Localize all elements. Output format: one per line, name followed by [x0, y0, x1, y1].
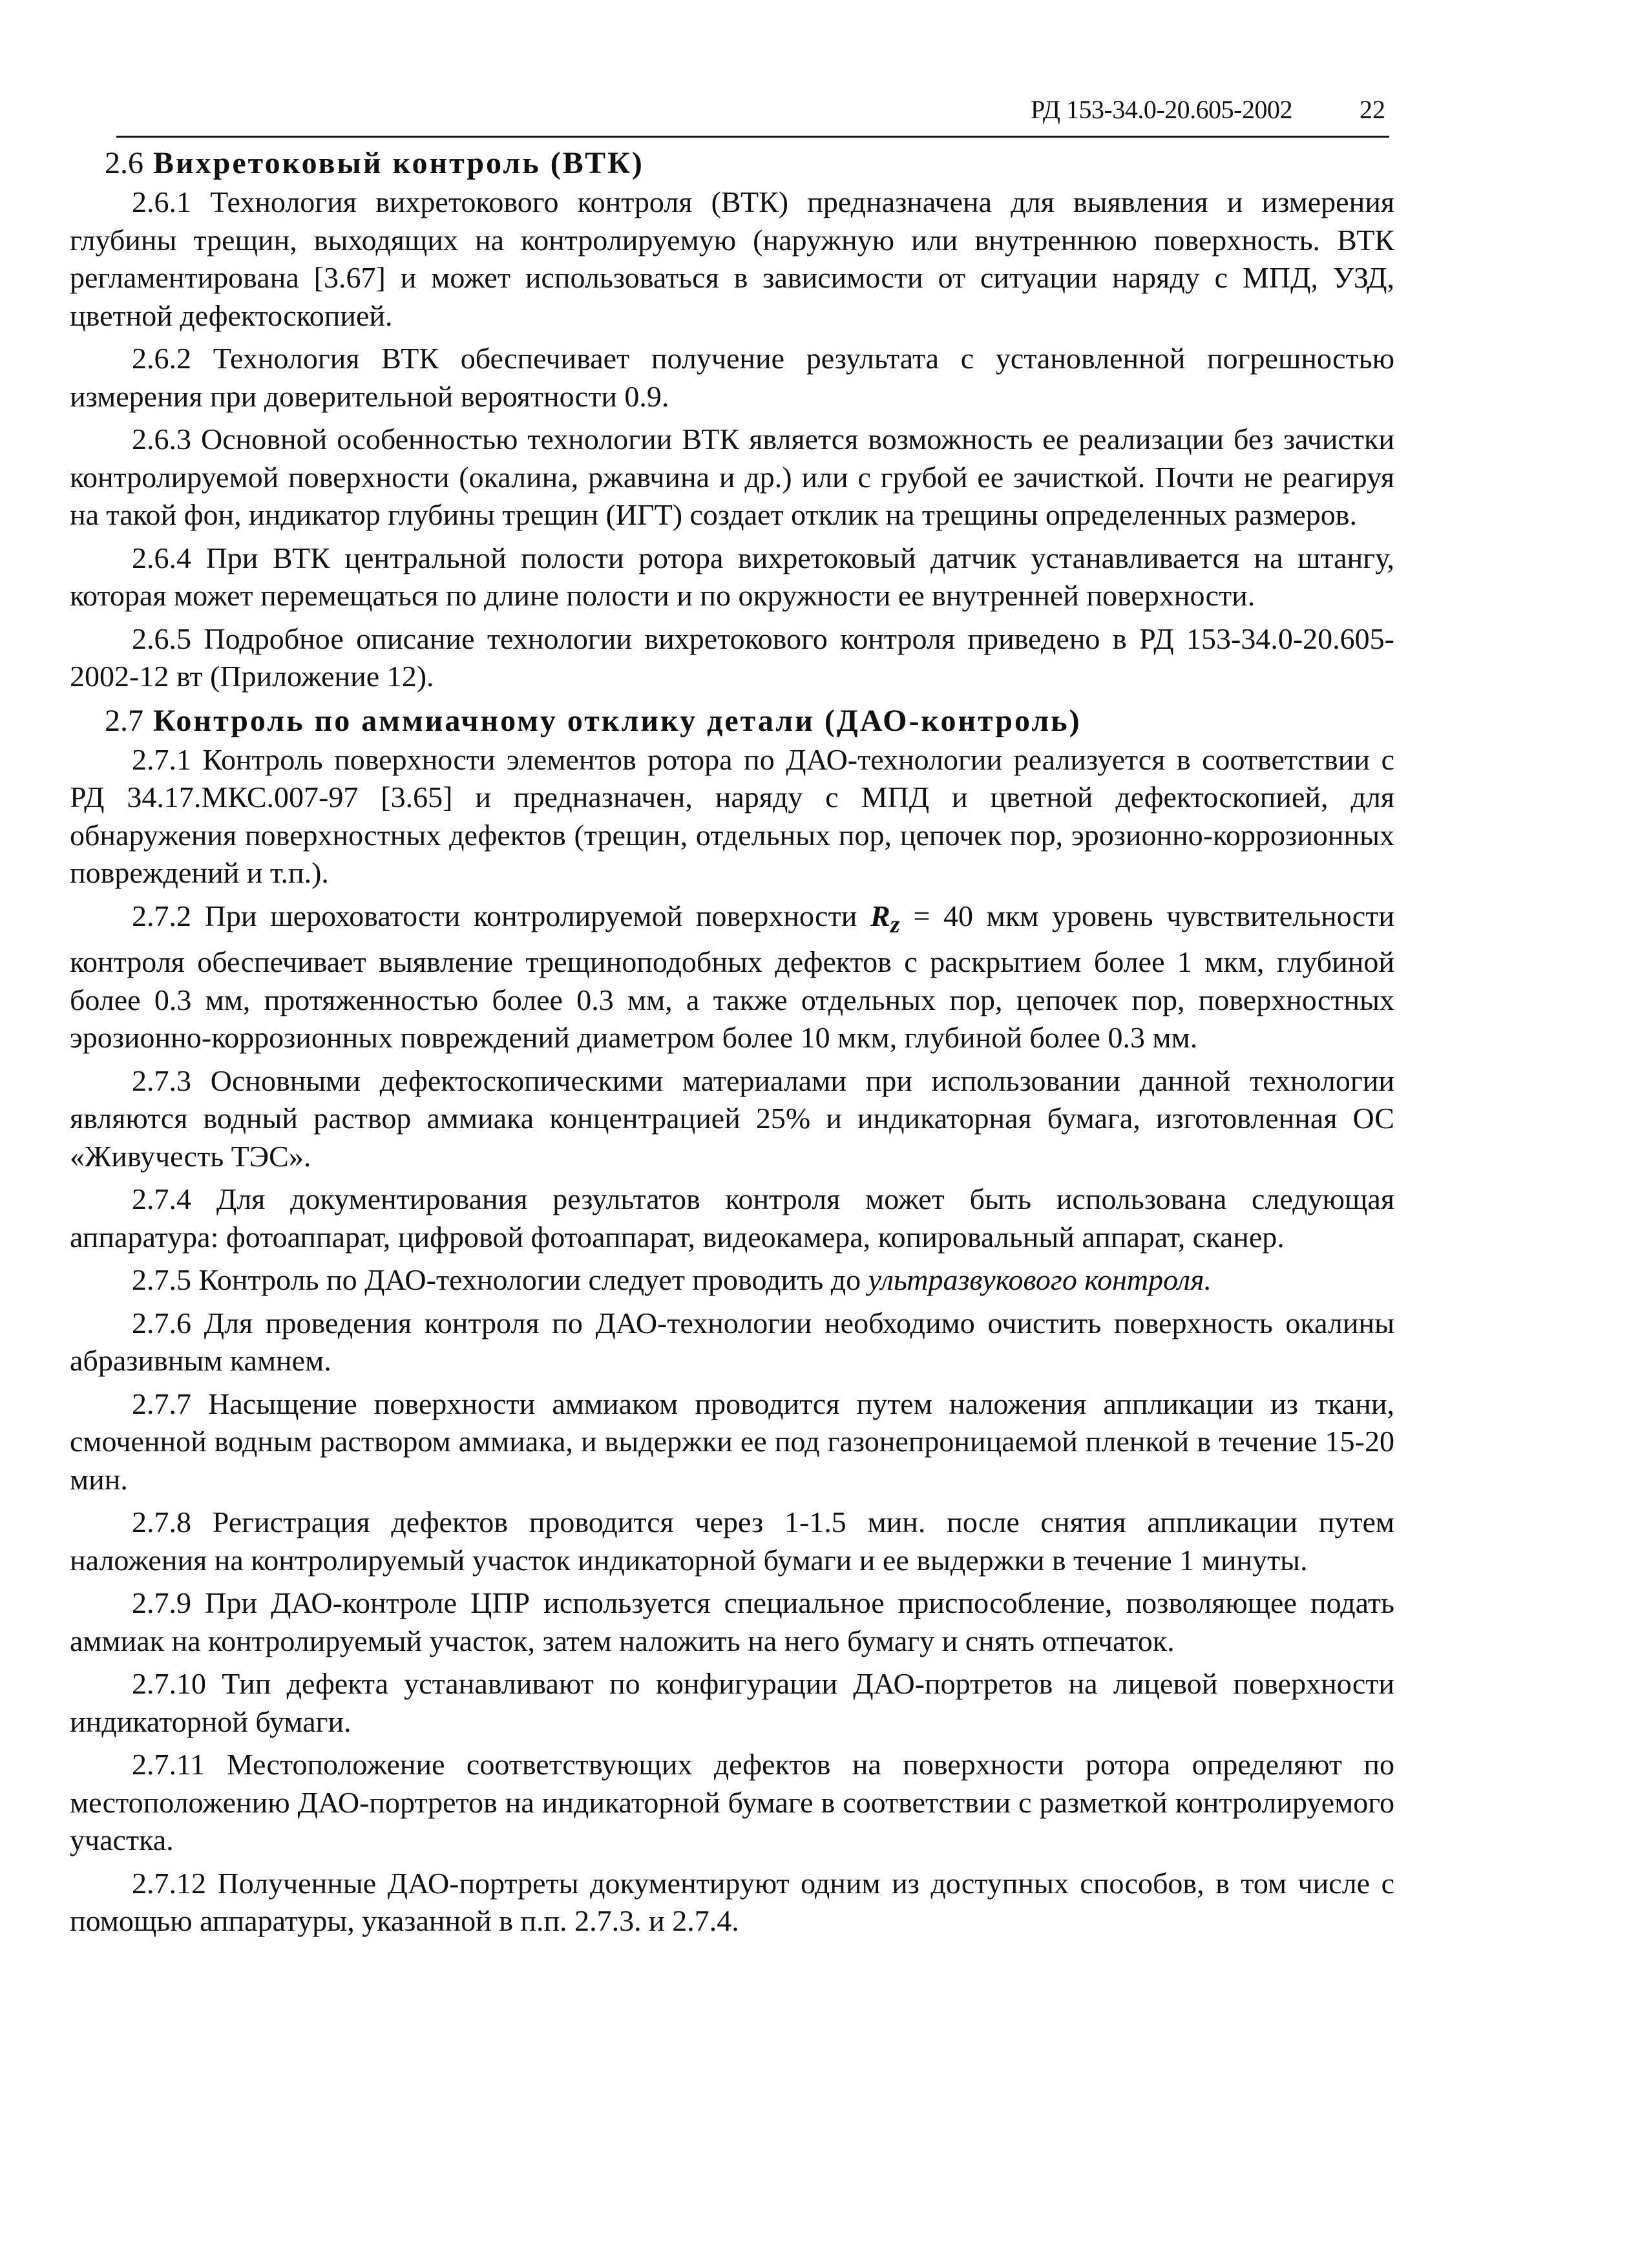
document-id: РД 153-34.0-20.605-2002	[1031, 95, 1292, 124]
paragraph-2-7-11: 2.7.11 Местоположение соответствующих дефектов на поверхности ротора определяют по местоположению ДАО-портретов на индикаторной бумаге в соответствии с разметкой контролируемого участка.	[70, 1748, 1394, 1857]
paragraph-text: 2.7.5 Контроль по ДАО-технологии следует проводить до	[132, 1263, 868, 1297]
paragraph-2-6-2: 2.6.2 Технология ВТК обеспечивает получение результата с установленной погрешностью измерения при доверительной вероятности 0.9.	[70, 342, 1394, 413]
section-title: Вихретоковый контроль (ВТК)	[153, 146, 644, 180]
section-number: 2.7	[105, 703, 143, 738]
paragraph-2-7-10: 2.7.10 Тип дефекта устанавливают по конфигурации ДАО-портретов на лицевой поверхности индикаторной бумаги.	[70, 1667, 1394, 1738]
roughness-symbol: R	[870, 899, 890, 932]
paragraph-2-6-3: 2.6.3 Основной особенностью технологии ВТК является возможность ее реализации без зачистки контролируемой поверхности (окалина, ржавчина и др.) или с грубой ее зачисткой. Почти не реагируя на такой фон, индикатор глубины трещин (ИГТ) создает отклик на трещины определенных размеров.	[70, 423, 1394, 531]
roughness-subscript: z	[890, 910, 900, 938]
paragraph-2-7-9: 2.7.9 При ДАО-контроле ЦПР используется специальное приспособление, позволяющее подать аммиак на контролируемый участок, затем наложить на него бумагу и снять отпечаток.	[70, 1586, 1394, 1657]
paragraph-2-7-4: 2.7.4 Для документирования результатов контроля может быть использована следующая аппаратура: фотоаппарат, цифровой фотоаппарат, видеокамера, копировальный аппарат, сканер.	[70, 1182, 1394, 1254]
emphasis-text: ультразвукового контроля.	[868, 1263, 1212, 1297]
paragraph-2-7-6: 2.7.6 Для проведения контроля по ДАО-технологии необходимо очистить поверхность окалины абразивным камнем.	[70, 1306, 1394, 1378]
paragraph-2-7-1: 2.7.1 Контроль поверхности элементов ротора по ДАО-технологии реализуется в соответствии с РД 34.17.МКС.007-97 [3.65] и предназначен, наряду с МПД и цветной дефектоскопией, для обнаружения поверхностных дефектов (трещин, отдельных пор, цепочек пор, эрозионно-коррозионных повреждений и т.п.).	[70, 742, 1394, 889]
paragraph-2-6-4: 2.6.4 При ВТК центральной полости ротора вихретоковый датчик устанавливается на штангу, которая может перемещаться по длине полости и по окружности ее внутренней поверхности.	[70, 541, 1394, 612]
paragraph-2-6-5: 2.6.5 Подробное описание технологии вихретокового контроля приведено в РД 153-34.0-20.605-2002-12 вт (Приложение 12).	[70, 622, 1394, 693]
page-header	[116, 90, 1389, 138]
paragraph-2-7-8: 2.7.8 Регистрация дефектов проводится через 1-1.5 мин. после снятия аппликации путем наложения на контролируемый участок индикаторной бумаги и ее выдержки в течение 1 минуты.	[70, 1506, 1394, 1577]
paragraph-2-7-12: 2.7.12 Полученные ДАО-портреты документируют одним из доступных способов, в том числе с помощью аппаратуры, указанной в п.п. 2.7.3. и 2.7.4.	[70, 1866, 1394, 1938]
section-number: 2.6	[105, 146, 143, 180]
paragraph-2-7-2	[70, 898, 1394, 1057]
paragraph-text: 2.7.2 При шероховатости контролируемой поверхности	[132, 899, 871, 932]
paragraph-2-7-5	[70, 1261, 1394, 1299]
paragraph-2-6-1: 2.6.1 Технология вихретокового контроля (ВТК) предназначена для выявления и измерения глубины трещин, выходящих на контролируемую (наружную или внутреннюю поверхность. ВТК регламентирована [3.67] и может использоваться в зависимости от ситуации наряду с МПД, УЗД, цветной дефектоскопией.	[70, 185, 1394, 332]
document-body	[70, 143, 1394, 1946]
section-heading-2-7	[70, 701, 1394, 741]
page-number: 22	[1360, 95, 1385, 124]
paragraph-2-7-7: 2.7.7 Насыщение поверхности аммиаком проводится путем наложения аппликации из ткани, смоченной водным раствором аммиака, и выдержки ее под газонепроницаемой пленкой в течение 15-20 мин.	[70, 1387, 1394, 1496]
section-heading-2-6	[70, 143, 1394, 184]
section-title: Контроль по аммиачному отклику детали (ДАО-контроль)	[153, 703, 1082, 738]
paragraph-2-7-3: 2.7.3 Основными дефектоскопическими материалами при использовании данной технологии являются водный раствор аммиака концентрацией 25% и индикаторная бумага, изготовленная ОС «Живучесть ТЭС».	[70, 1064, 1394, 1173]
paragraph-text: = 40 мкм уровень чувствительности контроля обеспечивает выявление трещиноподобных дефектов с раскрытием более 1 мкм, глубиной более 0.3 мм, протяженностью более 0.3 мм, а также отдельных пор, цепочек пор, поверхностных эрозионно-коррозионных повреждений диаметром более 10 мкм, глубиной более 0.3 мм.	[70, 899, 1394, 1055]
